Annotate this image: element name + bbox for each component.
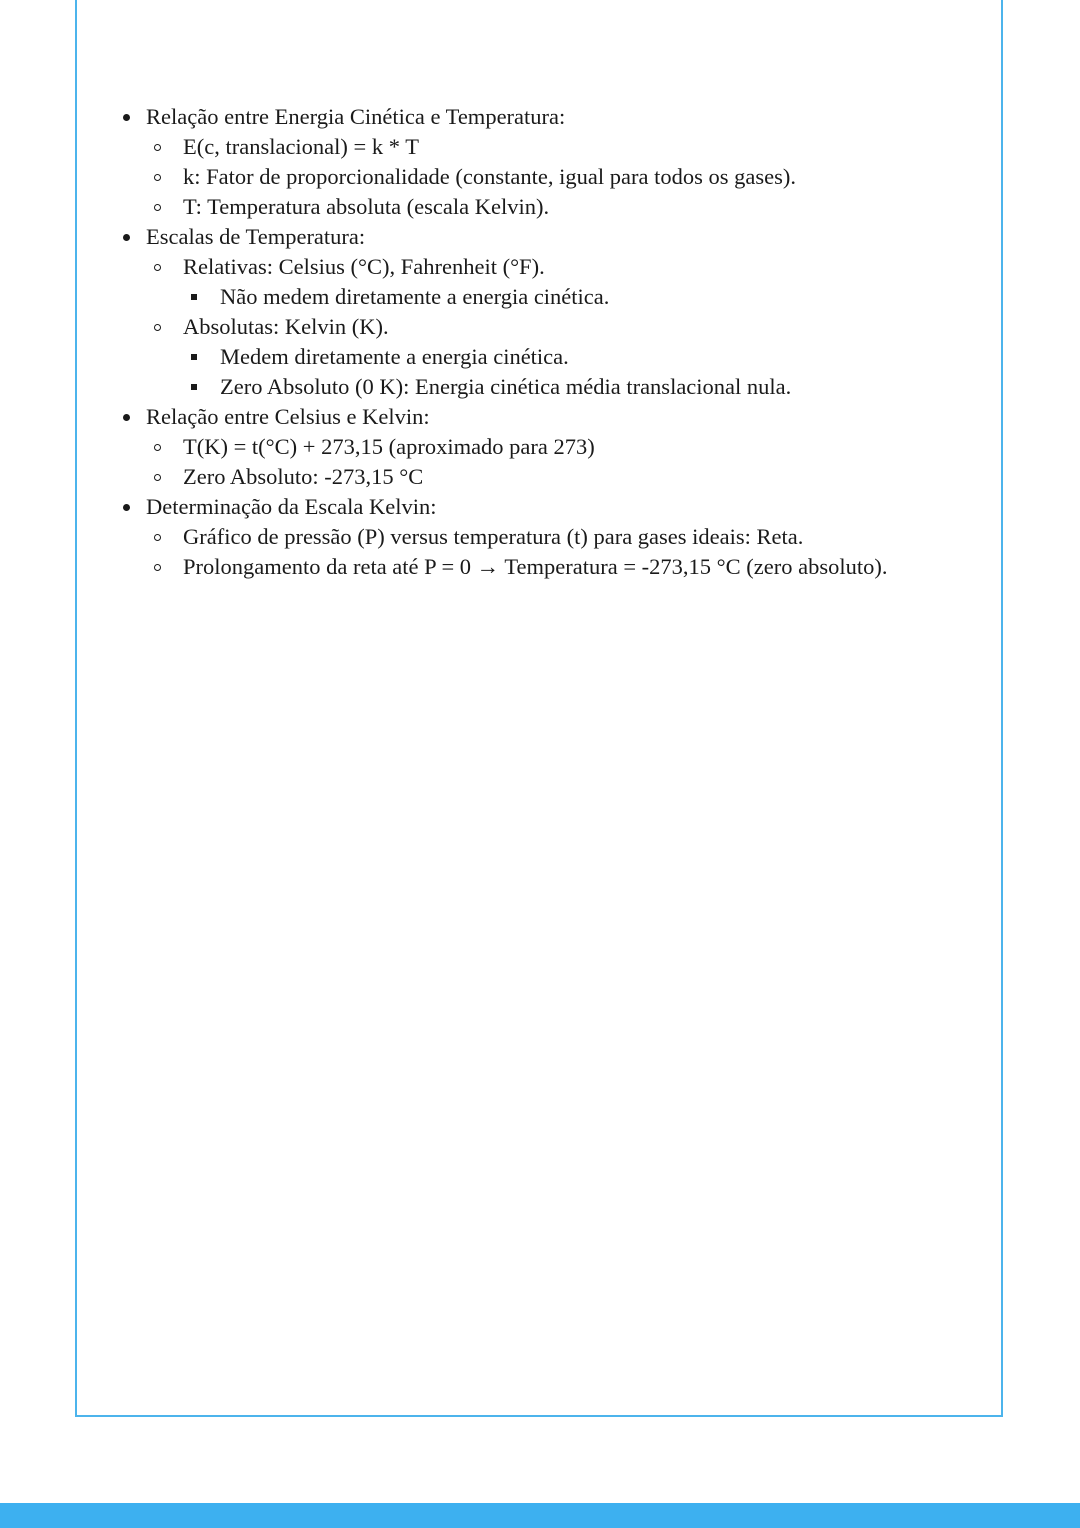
- section-title: Relação entre Energia Cinética e Temperatura:: [146, 104, 566, 129]
- bullet-dot-icon: [123, 492, 130, 522]
- bullet-ring-icon: [154, 192, 161, 222]
- section-energia-temperatura: [77, 102, 1005, 222]
- bullet-ring-icon: [154, 552, 161, 582]
- bullet-ring-icon: [154, 432, 161, 462]
- bullet-dot-icon: [123, 402, 130, 432]
- list-item: Não medem diretamente a energia cinética.: [183, 282, 1005, 312]
- section-celsius-kelvin: [77, 402, 1005, 492]
- list-item: T(K) = t(°C) + 273,15 (aproximado para 273): [146, 432, 1005, 462]
- bullet-ring-icon: [154, 162, 161, 192]
- bullet-ring-icon: [154, 312, 161, 342]
- bullet-ring-icon: [154, 522, 161, 552]
- list-item: E(c, translacional) = k * T: [146, 132, 1005, 162]
- bullet-dot-icon: [123, 102, 130, 132]
- list-item: Absolutas: Kelvin (K). Medem diretamente a energia cinética. Zero Absoluto (0 K): Energia cinética média translacional nula.: [146, 312, 1005, 402]
- section-title: Relação entre Celsius e Kelvin:: [146, 404, 430, 429]
- section-title: Escalas de Temperatura:: [146, 224, 366, 249]
- bullet-ring-icon: [154, 462, 161, 492]
- bullet-square-icon: [191, 372, 197, 402]
- bullet-ring-icon: [154, 132, 161, 162]
- list-item: Medem diretamente a energia cinética.: [183, 342, 1005, 372]
- list-item: Zero Absoluto: -273,15 °C: [146, 462, 1005, 492]
- bullet-dot-icon: [123, 222, 130, 252]
- notes-list: [77, 102, 1005, 582]
- list-item: Prolongamento da reta até P = 0 → Temperatura = -273,15 °C (zero absoluto).: [146, 552, 1005, 582]
- footer-bar: [0, 1503, 1080, 1528]
- page-frame: [75, 0, 1003, 1417]
- bullet-square-icon: [191, 342, 197, 372]
- list-item: Relativas: Celsius (°C), Fahrenheit (°F). Não medem diretamente a energia cinética.: [146, 252, 1005, 312]
- list-item: k: Fator de proporcionalidade (constante, igual para todos os gases).: [146, 162, 1005, 192]
- section-escala-kelvin: [77, 492, 1005, 582]
- section-title: Determinação da Escala Kelvin:: [146, 494, 437, 519]
- bullet-ring-icon: [154, 252, 161, 282]
- list-item: T: Temperatura absoluta (escala Kelvin).: [146, 192, 1005, 222]
- notes-content: [77, 102, 1005, 582]
- list-item: Gráfico de pressão (P) versus temperatura (t) para gases ideais: Reta.: [146, 522, 1005, 552]
- list-item: Zero Absoluto (0 K): Energia cinética média translacional nula.: [183, 372, 1005, 402]
- bullet-square-icon: [191, 282, 197, 312]
- section-escalas-temperatura: [77, 222, 1005, 402]
